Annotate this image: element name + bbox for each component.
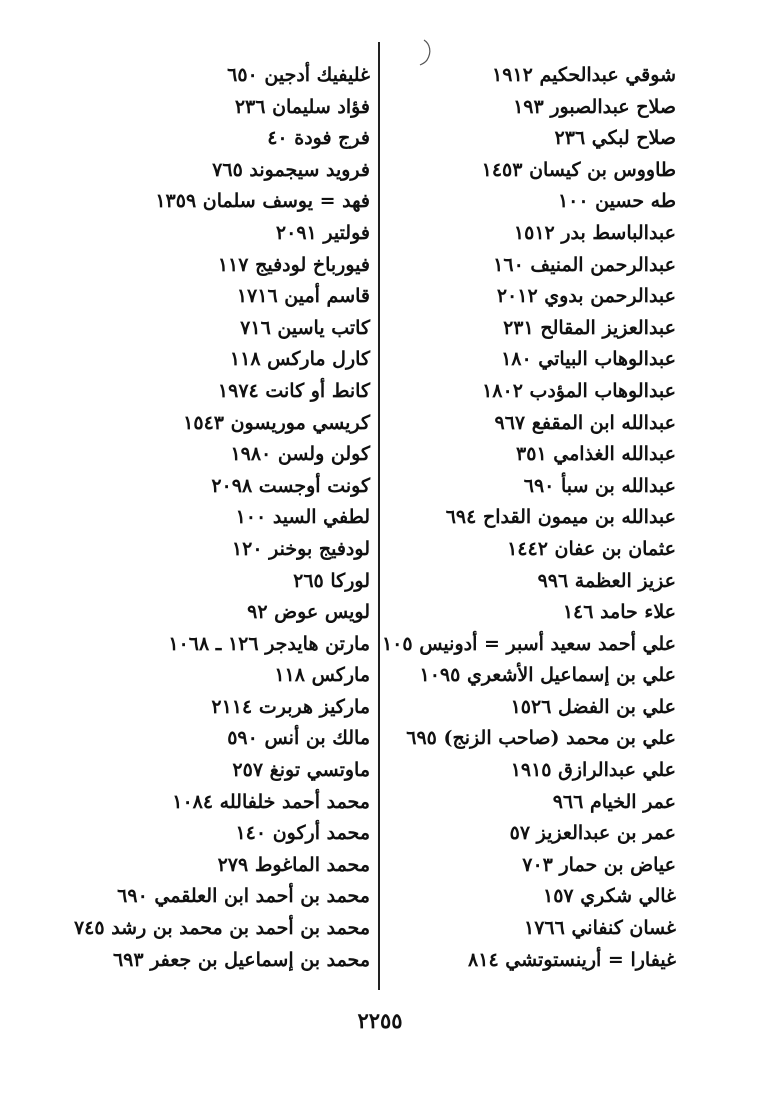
index-entry: عثمان بن عفان ١٤٤٢ xyxy=(507,537,676,560)
index-entry: شوقي عبدالحكيم ١٩١٢ xyxy=(492,64,676,86)
index-entry: علي بن إسماعيل الأشعري ١٠٩٥ xyxy=(419,664,676,687)
index-entry: عزيز العظمة ٩٩٦ xyxy=(537,569,676,592)
index-entry: عبدالله الغذامي ٣٥١ xyxy=(516,443,676,466)
index-entry: عبدالله بن ميمون القداح ٦٩٤ xyxy=(445,506,676,529)
index-entry: كاتب ياسين ٧١٦ xyxy=(240,316,370,339)
index-entry: فؤاد سليمان ٢٣٦ xyxy=(234,95,370,118)
index-entry: مالك بن أنس ٥٩٠ xyxy=(227,727,370,750)
index-entry: لويس عوض ٩٢ xyxy=(247,601,370,624)
index-entry: قاسم أمين ١٧١٦ xyxy=(236,285,370,308)
index-entry: كونت أوجست ٢٠٩٨ xyxy=(211,474,370,497)
index-column-left xyxy=(50,60,370,976)
index-entry: كريسي موريسون ١٥٤٣ xyxy=(183,411,370,434)
index-entry: صلاح عبدالصبور ١٩٣ xyxy=(513,95,676,118)
index-entry: علاء حامد ١٤٦ xyxy=(562,601,676,624)
index-entry: لطفي السيد ١٠٠ xyxy=(235,506,370,529)
index-entry: علي بن محمد (صاحب الزنج) ٦٩٥ xyxy=(406,727,676,750)
index-entry: عبدالرحمن المنيف ١٦٠ xyxy=(493,253,676,276)
index-entry: فرج فودة ٤٠ xyxy=(267,127,370,150)
index-column-right xyxy=(376,60,676,976)
index-entry: عبدالباسط بدر ١٥١٢ xyxy=(513,221,676,244)
index-entry: طه حسين ١٠٠ xyxy=(557,190,676,213)
index-entry: محمد بن إسماعيل بن جعفر ٦٩٣ xyxy=(112,948,370,971)
index-entry: عمر الخيام ٩٦٦ xyxy=(552,790,676,813)
index-entry: غليفيك أدجين ٦٥٠ xyxy=(227,64,370,86)
index-entry: عمر بن عبدالعزيز ٥٧ xyxy=(509,822,676,845)
index-entry: غالي شكري ١٥٧ xyxy=(543,885,676,908)
index-entry: محمد الماغوط ٢٧٩ xyxy=(217,853,370,876)
index-entry: ماركس ١١٨ xyxy=(274,664,370,687)
index-entry: لودفيج بوخنر ١٢٠ xyxy=(231,537,370,560)
index-entry: عبدالله بن سبأ ٦٩٠ xyxy=(523,474,676,497)
index-entry: علي عبدالرازق ١٩١٥ xyxy=(510,759,676,782)
index-entry: مارتن هايدجر ١٢٦ ـ ١٠٦٨ xyxy=(168,632,370,655)
index-entry: غسان كنفاني ١٧٦٦ xyxy=(524,917,676,940)
index-entry: غيفارا = أرينستوتشي ٨١٤ xyxy=(468,948,676,971)
index-entry: كارل ماركس ١١٨ xyxy=(229,348,370,371)
index-entry: فهد = يوسف سلمان ١٣٥٩ xyxy=(155,190,370,213)
index-entry: طاووس بن كيسان ١٤٥٣ xyxy=(481,158,676,181)
index-entry: ماوتسي تونغ ٢٥٧ xyxy=(232,759,370,782)
index-entry: فرويد سيجموند ٧٦٥ xyxy=(212,158,370,181)
index-entry: عبدالعزيز المقالح ٢٣١ xyxy=(503,316,676,339)
page-number: ٢٢٥٥ xyxy=(357,1008,403,1033)
index-entry: عياض بن حمار ٧٠٣ xyxy=(522,853,676,876)
index-entry: علي بن الفضل ١٥٢٦ xyxy=(510,695,676,718)
index-entry: عبدالله ابن المقفع ٩٦٧ xyxy=(494,411,676,434)
index-entry: محمد بن أحمد ابن العلقمي ٦٩٠ xyxy=(117,885,370,908)
index-entry: محمد أركون ١٤٠ xyxy=(235,822,370,845)
index-entry: لوركا ٢٦٥ xyxy=(293,569,370,592)
index-entry: صلاح لبكي ٢٣٦ xyxy=(554,127,676,150)
index-entry: علي أحمد سعيد أسبر = أدونيس ١٠٥ xyxy=(381,632,676,655)
index-entry: عبدالوهاب المؤدب ١٨٠٢ xyxy=(482,379,676,402)
index-entry: كولن ولسن ١٩٨٠ xyxy=(230,443,370,466)
index-entry: عبدالوهاب البياتي ١٨٠ xyxy=(501,348,676,371)
index-entry: عبدالرحمن بدوي ٢٠١٢ xyxy=(496,285,676,308)
index-entry: فيورباخ لودفيج ١١٧ xyxy=(217,253,370,276)
column-divider xyxy=(378,42,380,990)
index-entry: ماركيز هربرت ٢١١٤ xyxy=(211,695,370,718)
index-entry: محمد أحمد خلفالله ١٠٨٤ xyxy=(172,790,370,813)
index-entry: محمد بن أحمد بن محمد بن رشد ٧٤٥ xyxy=(73,917,370,940)
index-entry: فولتير ٢٠٩١ xyxy=(275,221,370,244)
index-entry: كانط أو كانت ١٩٧٤ xyxy=(217,379,370,402)
